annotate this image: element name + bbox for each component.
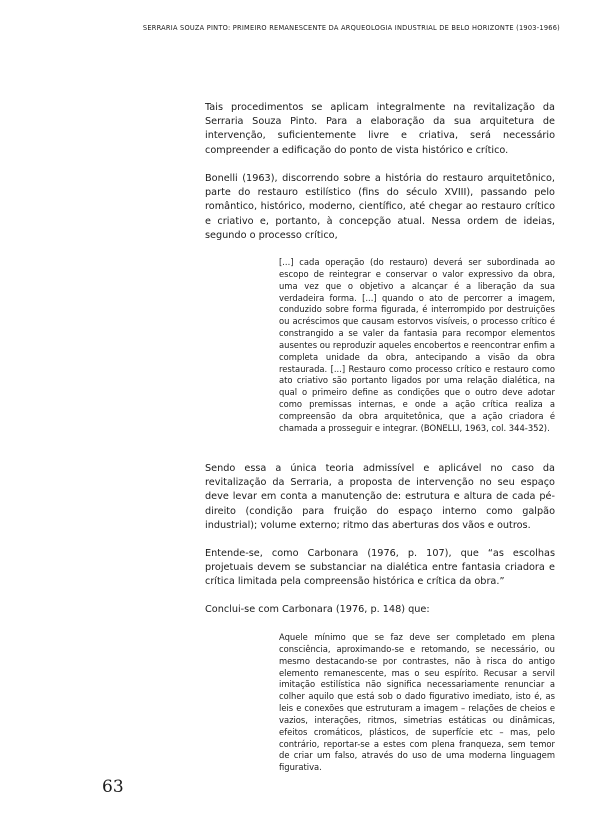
running-header: SERRARIA SOUZA PINTO: PRIMEIRO REMANESCENTE DA ARQUEOLOGIA INDUSTRIAL DE BELO HORIZONTE (1903-1966) <box>142 24 560 32</box>
body-paragraph-conclusion-lead: Conclui-se com Carbonara (1976, p. 148) que: <box>205 604 430 615</box>
body-paragraph-intro: Tais procedimentos se aplicam integralmente na revitalização da Serraria Souza Pinto. Para a elaboração da sua arquitetura de intervenção, suficientemente livre e criativa, será necessário compreender a edificação do ponto de vista histórico e crítico. <box>205 102 555 156</box>
page-number: 63 <box>102 777 124 797</box>
body-paragraph-bonelli: Bonelli (1963), discorrendo sobre a história do restauro arquitetônico, parte do restauro estilístico (fins do século XVIII), passando pelo romântico, histórico, moderno, científico, até chegar ao restauro crítico e criativo e, portanto, à concepção atual. Nessa ordem de ideias, segundo o processo crítico, <box>205 173 555 241</box>
body-paragraph-theory: Sendo essa a única teoria admissível e aplicável no caso da revitalização da Serraria, a proposta de intervenção no seu espaço deve levar em conta a manutenção de: estrutura e altura de cada pé-direito (condição para fruição do espaço interno como galpão industrial); volume externo; ritmo das aberturas dos vãos e outros. <box>205 463 555 531</box>
block-quote-bonelli: [...] cada operação (do restauro) deverá ser subordinada ao escopo de reintegrar e conservar o valor expressivo da obra, uma vez que o objetivo a alcançar é a liberação da sua verdadeira forma. [...] quando o ato de percorrer a imagem, conduzido sobre forma figurada, é interrompido por destruições ou acréscimos que causam estorvos visíveis, o processo crítico é constrangido a se valer da fantasia para recompor elementos ausentes ou reproduzir aqueles encobertos e reencontrar enfim a completa unidade da obra, antecipando a visão da obra restaurada. [...] Restauro como processo crítico e restauro como ato criativo são portanto ligados por uma relação dialética, na qual o primeiro define as condições que o outro deve adotar como premissas internas, e onde a ação crítica realiza a compreensão da obra arquitetônica, que a ação criadora é chamada a prosseguir e integrar. (BONELLI, 1963, col. 344-352). <box>279 257 555 433</box>
body-paragraph-carbonara-107: Entende-se, como Carbonara (1976, p. 107), que “as escolhas projetuais devem se substanciar na dialética entre fantasia criadora e crítica limitada pela compreensão histórica e crítica da obra.” <box>205 548 555 588</box>
block-quote-carbonara: Aquele mínimo que se faz deve ser completado em plena consciência, aproximando-se e retomando, se necessário, ou mesmo destacando-se por contrastes, não à risca do antigo elemento remanescente, mas o seu espírito. Recusar a servil imitação estilística não significa necessariamente renunciar a colher aquilo que está sob o dado figurativo imediato, isto é, as leis e conexões que estruturam a imagem – relações de cheios e vazios, interações, ritmos, simetrias estáticas ou dinâmicas, efeitos cromáticos, plásticos, de superfície etc – mas, pelo contrário, reportar-se a estes com plena franqueza, sem temor de criar um falso, através do uso de uma moderna linguagem figurativa. <box>279 632 555 773</box>
